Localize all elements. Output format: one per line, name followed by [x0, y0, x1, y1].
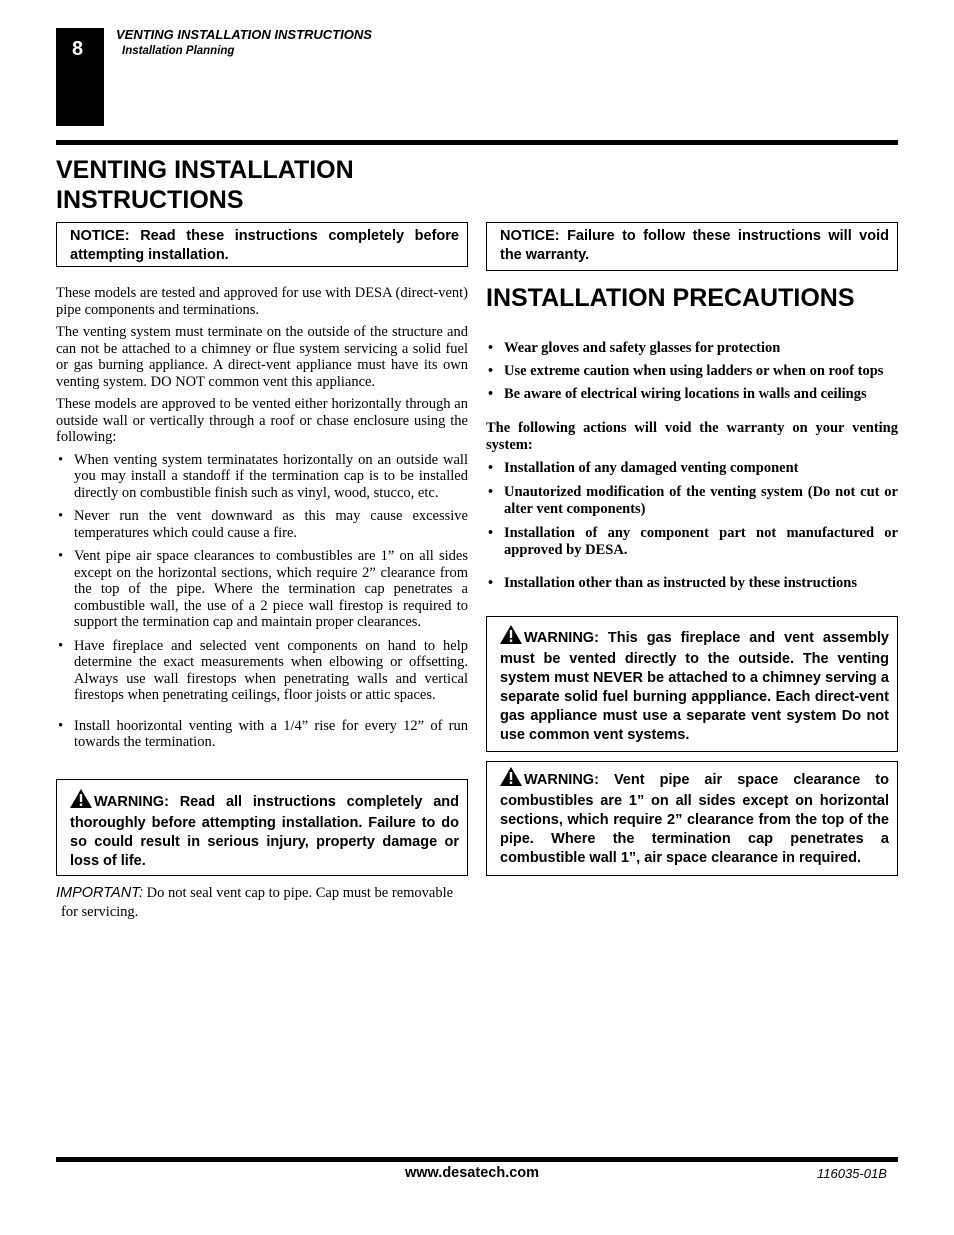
body-paragraph: These models are tested and approved for use with DESA (direct-vent) pipe components and terminations.	[56, 285, 468, 318]
warning-triangle-icon	[70, 789, 92, 814]
list-item: • Be aware of electrical wiring locations in walls and ceilings	[486, 386, 898, 403]
page-number: 8	[72, 38, 84, 60]
list-item: • Installation of any component part not manufactured or approved by DESA.	[486, 525, 898, 559]
warning-text: WARNING: This gas fireplace and vent assembly must be vented directly to the outside. The venting system must NEVER be attached to a chimney serving a separate solid fuel burning apppliance. Each direct-vent gas appliance must use a separate vent system Do not use common vent systems.	[500, 630, 889, 743]
list-item: • Installation other than as instructed by these instructions	[486, 575, 898, 592]
precautions-title: INSTALLATION PRECAUTIONS	[486, 284, 855, 312]
list-item: • Have fireplace and selected vent components on hand to help determine the exact measurements when elbowing or offsetting. Always use wall firestops when penetrating walls and vertical firestops when penetrating ceilings, floor joists or attic spaces.	[56, 638, 468, 704]
footer-website-link[interactable]: www.desatech.com	[405, 1165, 540, 1181]
list-item: • When venting system terminatates horizontally on an outside wall you may install a standoff if the termination cap is to be installed directly on combustible finish such as vinyl, wood, stucco, etc.	[56, 452, 468, 502]
list-item: • Wear gloves and safety glasses for protection	[486, 340, 898, 357]
warning-read-instructions	[56, 779, 468, 876]
left-column-body	[56, 285, 468, 758]
important-note	[56, 884, 468, 922]
warning-text: WARNING: Read all instructions completely and thoroughly before attempting installation. Failure to do so could result in serious injury, property damage or loss of life.	[70, 794, 459, 869]
notice-void-warranty	[486, 222, 898, 271]
notice-text: NOTICE: Read these instructions completely before attempting installation.	[70, 228, 459, 263]
body-paragraph: The venting system must terminate on the outside of the structure and can not be attached to a chimney or flue system servicing a solid fuel or gas burning appliance. A direct-vent appliance must have its own venting system. DO NOT common vent this appliance.	[56, 324, 468, 390]
warning-air-space-clearance	[486, 761, 898, 876]
warning-triangle-icon	[500, 625, 522, 650]
list-item: • Installation of any damaged venting component	[486, 460, 898, 477]
header-subsection: Installation Planning	[122, 45, 235, 57]
void-warranty-list	[486, 460, 898, 599]
footer-document-code: 116035-01B	[817, 1166, 887, 1181]
venting-bullet-list	[56, 452, 468, 751]
warning-text: WARNING: Vent pipe air space clearance to combustibles are 1” on all sides except on horizontal sections, which require 2” clearance from the top of the pipe. Where the termination cap penetrates a combustible wall 1”, air space clearance in required.	[500, 772, 889, 866]
list-item: • Use extreme caution when using ladders or when on roof tops	[486, 363, 898, 380]
important-text-continued: for servicing.	[61, 904, 139, 920]
bottom-rule	[56, 1157, 898, 1162]
top-rule	[56, 140, 898, 145]
list-item: • Unautorized modification of the venting system (Do not cut or alter vent components)	[486, 484, 898, 518]
list-item: • Install hoorizontal venting with a 1/4” rise for every 12” of run towards the termination.	[56, 718, 468, 751]
page-title: VENTING INSTALLATION INSTRUCTIONS	[56, 156, 354, 214]
void-warranty-intro: The following actions will void the warranty on your venting system:	[486, 420, 898, 453]
important-label: IMPORTANT:	[56, 885, 143, 901]
precautions-list	[486, 340, 898, 409]
warning-vent-outside	[486, 616, 898, 752]
list-item: • Vent pipe air space clearances to combustibles are 1” on all sides except on the horizontal sections, which require 2” clearance from the top of the pipe. Where the termination cap penetrates a combustible wall, the use of a 2 piece wall firestop is required to support the termination cap and maintain proper clearances.	[56, 548, 468, 631]
header-section-title: VENTING INSTALLATION INSTRUCTIONS	[116, 27, 372, 42]
body-paragraph: These models are approved to be vented either horizontally through an outside wall or vertically through a roof or chase enclosure using the following:	[56, 396, 468, 445]
notice-text: NOTICE: Failure to follow these instructions will void the warranty.	[500, 228, 889, 263]
warning-triangle-icon	[500, 767, 522, 792]
important-text: Do not seal vent cap to pipe. Cap must be removable	[146, 885, 454, 901]
notice-read-instructions	[56, 222, 468, 267]
list-item: • Never run the vent downward as this may cause excessive temperatures which could cause a fire.	[56, 508, 468, 541]
